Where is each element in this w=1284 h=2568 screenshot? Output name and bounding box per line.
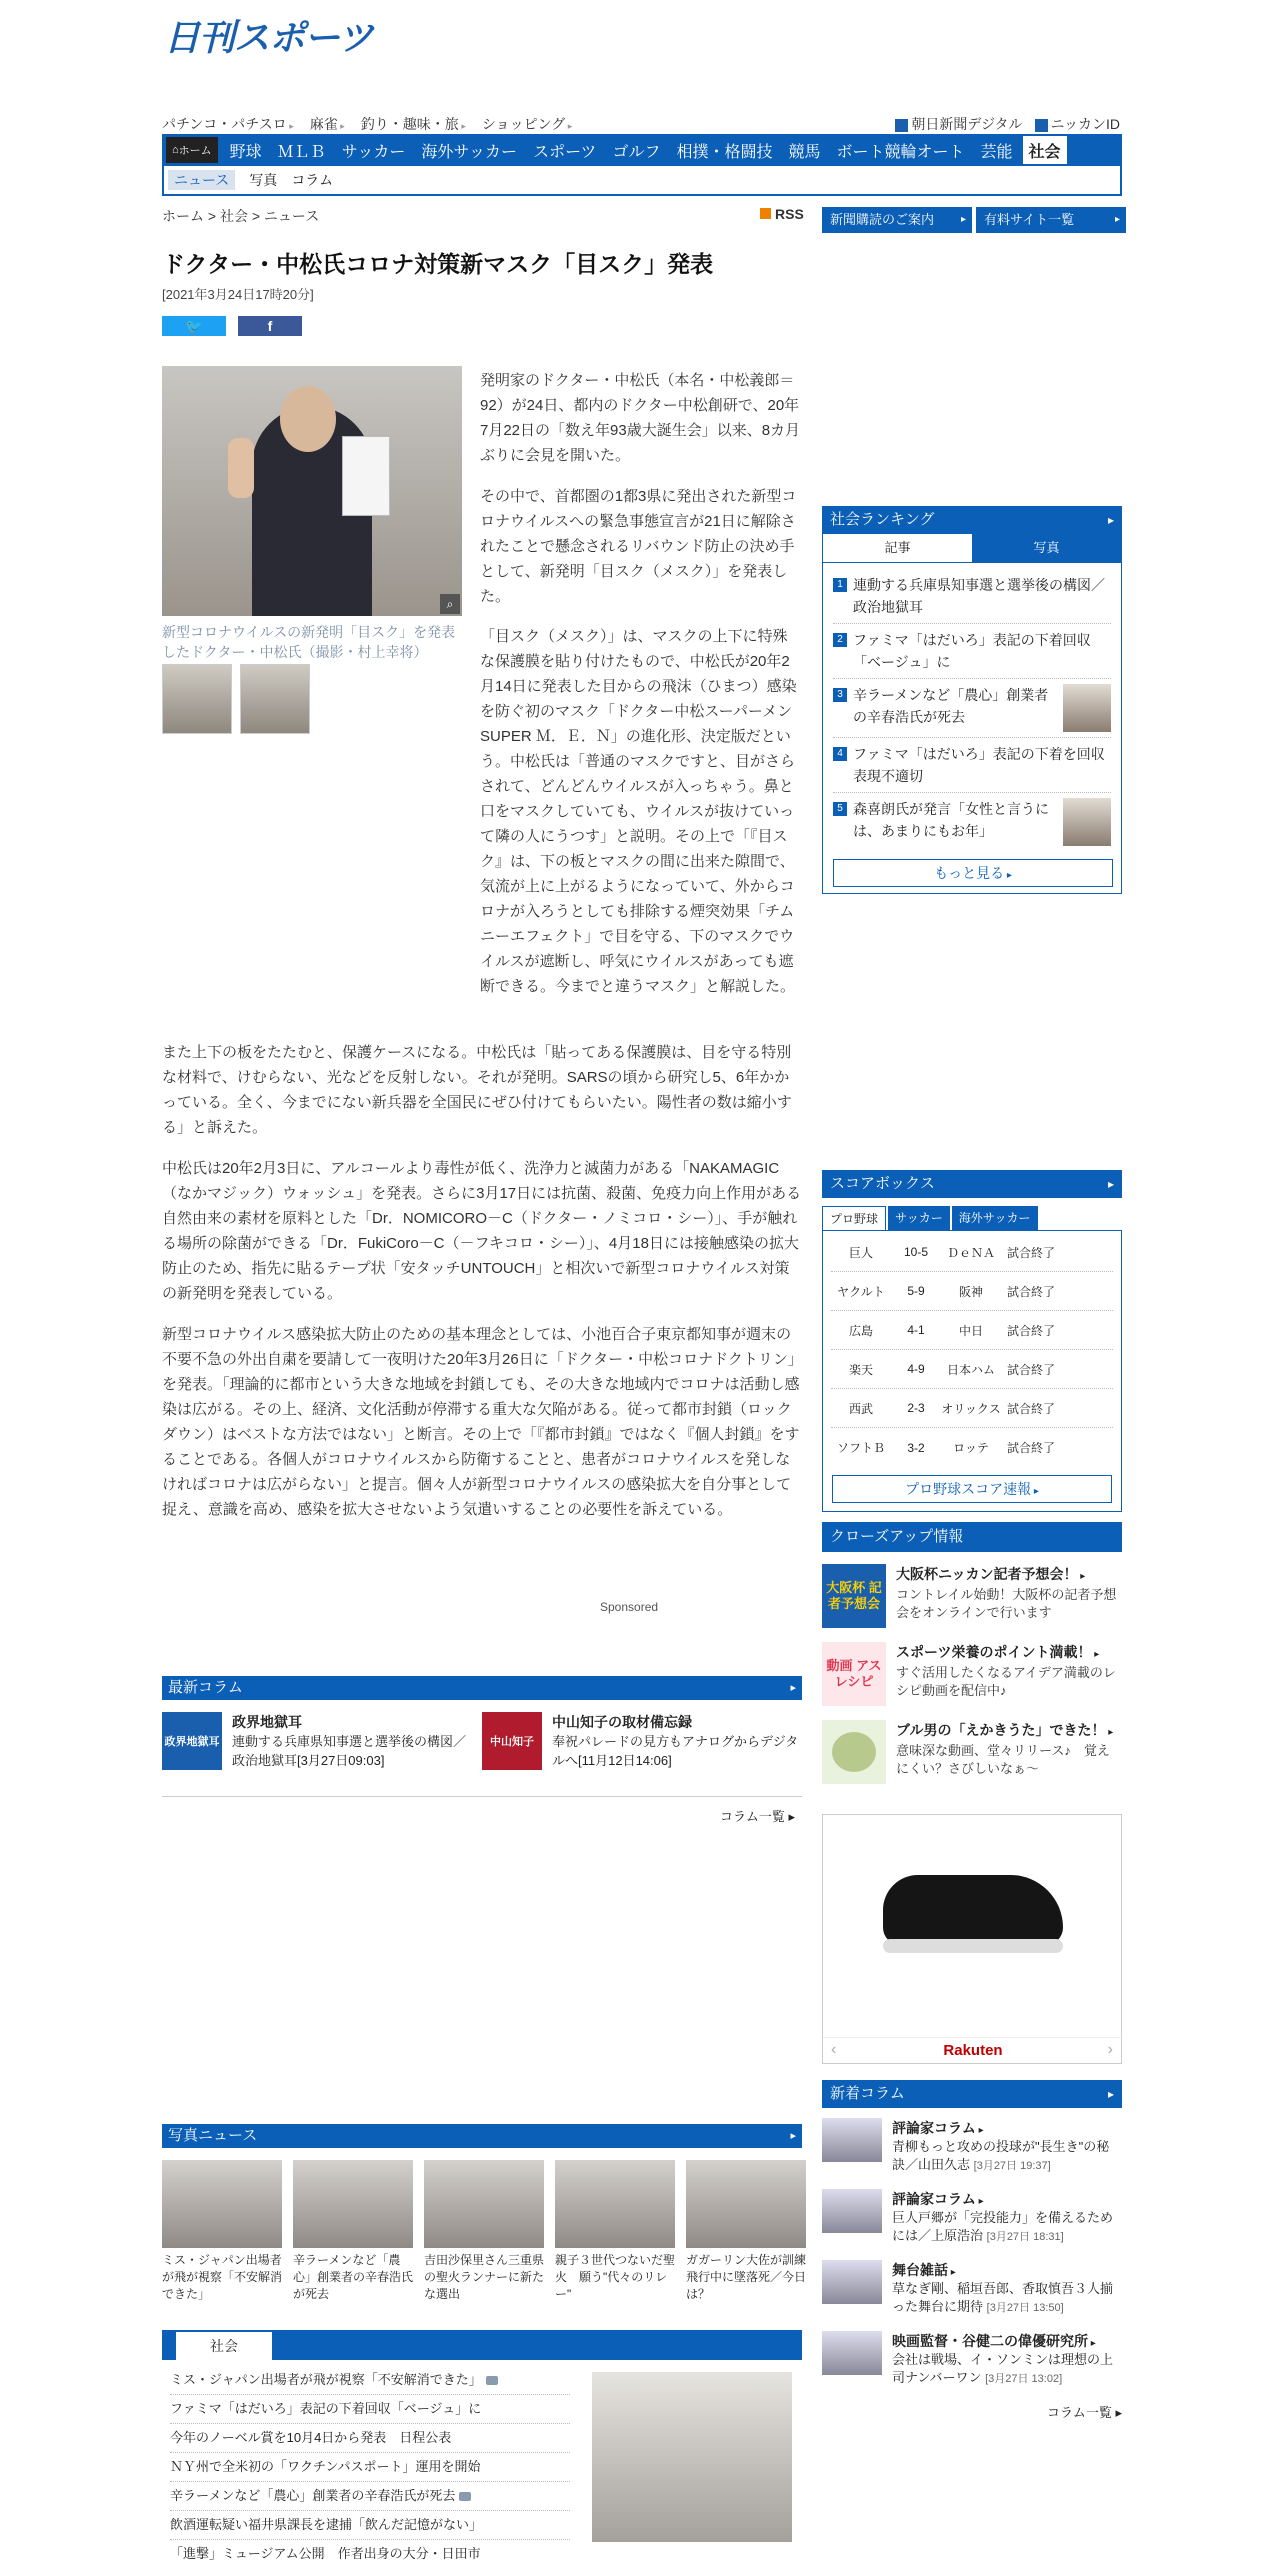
shoe-image	[883, 1875, 1063, 1945]
photo-news-item[interactable]: 吉田沙保里さん三重県の聖火ランナーに新たな選出	[424, 2160, 544, 2303]
sub-navigation	[162, 114, 572, 134]
new-column-item[interactable]: 映画監督・谷健二の偉優研究所 ▸ 会社は戦場、イ・ソンミンは理想の上司ナンバーワン [3月27日 13:02]	[822, 2331, 1122, 2388]
column-thumbnail: 中山知子	[482, 1712, 542, 1770]
photo-news-image	[686, 2160, 806, 2248]
prev-arrow-icon[interactable]: ‹	[831, 2041, 837, 2058]
list-item[interactable]: ＮＹ州で全米初の「ワクチンパスポート」運用を開始	[170, 2453, 570, 2482]
next-arrow-icon[interactable]: ›	[1107, 2041, 1113, 2058]
column-title: 中山知子の取材備忘録	[552, 1714, 692, 1730]
photo-thumbnails	[162, 664, 310, 734]
tab-pro-baseball[interactable]: プロ野球	[822, 1206, 886, 1230]
closeup-item[interactable]: 動画 アスレシピ スポーツ栄養のポイント満載！ ▸ すぐ活用したくなるアイデア満載のレシピ動画を配信中♪	[822, 1642, 1122, 1706]
column-thumbnail	[822, 2331, 882, 2375]
share-buttons	[162, 316, 302, 336]
tab-photos[interactable]: 写真	[972, 534, 1121, 562]
closeup-heading: クローズアップ情報	[822, 1522, 1122, 1552]
column-item[interactable]	[162, 1712, 472, 1770]
home-icon: ⌂	[172, 144, 179, 156]
column-thumbnail	[822, 2189, 882, 2233]
article-date: [2021年3月24日17時20分]	[162, 287, 314, 302]
list-item[interactable]: 「進撃」ミュージアム公開 作者出身の大分・日田市	[170, 2540, 570, 2568]
photo-news-item[interactable]: ガガーリン大佐が訓練飛行中に墜落死／今日は？	[686, 2160, 806, 2303]
new-column-heading[interactable]: 新着コラム ▸	[822, 2080, 1122, 2108]
score-row[interactable]: 巨人 10-5 ＤｅＮＡ 試合終了	[831, 1233, 1113, 1272]
ranking-item[interactable]: 2 ファミマ「はだいろ」表記の下着回収「ベージュ」に	[833, 624, 1111, 679]
column-text: 奉祝パレードの見方もアナログからデジタルへ[11月12日14:06]	[552, 1734, 799, 1768]
ranking-item[interactable]: 4 ファミマ「はだいろ」表記の下着を回収 表現不適切	[833, 738, 1111, 793]
nav-boat[interactable]: ボート競輪オート	[836, 143, 965, 161]
list-item[interactable]: ファミマ「はだいろ」表記の下着回収「ベージュ」に	[170, 2395, 570, 2424]
column-item[interactable]	[482, 1712, 802, 1770]
twitter-share-button[interactable]: 🐦	[162, 316, 226, 336]
photo-news-image	[555, 2160, 675, 2248]
ranking-item[interactable]: 5 森喜朗氏が発言「女性と言うには、あまりにもお年」	[833, 793, 1111, 851]
nav-baseball[interactable]: 野球	[229, 143, 262, 161]
subscribe-button[interactable]: 新聞購読のご案内 ▸	[822, 207, 972, 233]
tab-soccer[interactable]: サッカー	[888, 1206, 950, 1230]
article-paragraph: 「目スク（メスク）」は、マスクの上下に特殊な保護膜を貼り付けたもので、中松氏が20年2月14日に発表した目からの飛沫（ひまつ）感染を防ぐ初のマスク「ドクター中松スーパーメン SUPER Ｍ．Ｅ．Ｎ」の進化形、決定版だという。中松氏は「普通のマスクですと、目がさらされて、どんどんウイルスが入っちゃう。鼻と口をマスクしていても、ウイルスが抜けていって隣の人にうつす」と説明。その上で「『目スク』は、下の板とマスクの間に出来た隙間で、気流が上に上がるようになっていて、外からコロナが入ろうとしても排除する煙突効果「チムニーエフェクト」で目を守る、下のマスクでウイルスが遮断し、呼気にウイルスがあっても遮断できる。今までと違うマスク」と解説した。	[480, 628, 808, 995]
ranking-heading[interactable]: 社会ランキング ▸	[822, 506, 1122, 534]
baseball-score-button[interactable]: プロ野球スコア速報 ▸	[832, 1475, 1112, 1503]
photo-caption: 新型コロナウイルスの新発明「目スク」を発表したドクター・中松氏（撮影・村上幸将）	[162, 624, 456, 660]
photo-news-image	[424, 2160, 544, 2248]
ranking-thumbnail	[1063, 684, 1111, 732]
sponsored-label: Sponsored	[600, 1600, 659, 1614]
tab-society[interactable]: 社会	[176, 2332, 272, 2360]
new-column-item[interactable]: 舞台雑話 ▸ 草なぎ剛、稲垣吾郎、香取慎吾３人揃った舞台に期待 [3月27日 13:50]	[822, 2260, 1122, 2317]
subnav-shopping[interactable]: ショッピング ▸	[482, 114, 572, 134]
ranking-item[interactable]: 3 辛ラーメンなど「農心」創業者の辛春浩氏が死去	[833, 679, 1111, 738]
shopping-ad[interactable]	[822, 1814, 1122, 2064]
subnav-mahjong[interactable]: 麻雀 ▸	[310, 114, 345, 134]
nav-keiba[interactable]: 競馬	[788, 143, 821, 161]
ranking-item[interactable]: 1 連動する兵庫県知事選と選挙後の構図／政治地獄耳	[833, 569, 1111, 624]
scorebox-panel	[822, 1170, 1122, 1512]
nav-geino[interactable]: 芸能	[980, 143, 1013, 161]
nikkan-id-link[interactable]: ニッカンID	[1035, 114, 1120, 134]
subnav-pachinko[interactable]: パチンコ・パチスロ ▸	[162, 114, 294, 134]
ranking-thumbnail	[1063, 798, 1111, 846]
main-photo[interactable]	[162, 366, 462, 616]
column-thumbnail	[822, 2118, 882, 2162]
rakuten-logo: Rakuten	[823, 2037, 1123, 2063]
column-thumbnail	[822, 2260, 882, 2304]
photo-news-list	[162, 2160, 806, 2303]
id-icon	[1035, 119, 1048, 132]
rss-link[interactable]: RSS	[760, 206, 804, 222]
ranking-more-button[interactable]: もっと見る ▸	[833, 859, 1113, 887]
score-row[interactable]: ソフトＢ 3-2 ロッテ 試合終了	[836, 1440, 1055, 1455]
closeup-panel	[822, 1522, 1122, 1798]
article-title: ドクター・中松氏コロナ対策新マスク「目スク」発表	[162, 251, 714, 277]
global-navigation	[162, 134, 1122, 166]
mask-prop	[342, 436, 390, 516]
latest-column-heading: 最新コラム ▸	[162, 1676, 802, 1700]
column-thumbnail: 政界地獄耳	[162, 1712, 222, 1770]
zoom-icon[interactable]: ⌕	[440, 594, 460, 614]
rss-icon	[760, 208, 771, 219]
tab-world-soccer[interactable]: 海外サッカー	[952, 1206, 1038, 1230]
lnav-photo[interactable]: 写真	[249, 172, 278, 188]
bulldog-icon	[822, 1720, 886, 1784]
scorebox-heading[interactable]: スコアボックス ▸	[822, 1170, 1122, 1198]
nav-society[interactable]: 社会	[1023, 136, 1067, 164]
article-paragraph: また上下の板をたたむと、保護ケースになる。中松氏は「貼ってある保護膜は、目を守る特別な材料で、けむらない、光などを反射しない。それが発明。SARSの頃から研究し5、6年かかっている。全く、今までにない新兵器を全国民にぜひ付けてもらいたい。陽性者の数は縮小する」と訴えた。	[162, 1044, 792, 1136]
nav-mlb[interactable]: ＭＬＢ	[277, 143, 326, 161]
photo-news-item[interactable]: 辛ラーメンなど「農心」創業者の辛春浩氏が死去	[293, 2160, 413, 2303]
paid-sites-button[interactable]: 有料サイト一覧 ▸	[976, 207, 1126, 233]
column-text: 連動する兵庫県知事選と選挙後の構図／政治地獄耳[3月27日09:03]	[232, 1734, 467, 1768]
new-column-panel	[822, 2080, 1122, 2421]
ranking-panel	[822, 506, 1122, 894]
article-paragraph: 新型コロナウイルス感染拡大防止のための基本理念としては、小池百合子東京都知事が週末の不要不急の外出自粛を要請して一夜明けた20年3月26日に「ドクター・中松コロナドクトリン」を発表。「理論的に都市という大きな地域を封鎖しても、その大きな地域内でコロナは活動し感染は広がる。その上、経済、文化活動が停滞する重大な欠陥がある。従って都市封鎖（ロックダウン）はベストな方法ではない」と断言。その上で「『都市封鎖』ではなく『個人封鎖』をすることである。各個人がコロナウイルスから防衛することと、患者がコロナウイルスを発しなければコロナは広がらない」と提言。個々人が新型コロナウイルスの感染拡大を自分事として捉え、意識を高め、感染を拡大させないよう気遣いすることの必要性を訴えている。	[162, 1326, 800, 1518]
nav-soccer[interactable]: サッカー	[341, 143, 406, 161]
closeup-item[interactable]: ブル男の「えかきうた」できた！ ▸ 意味深な動画、堂々リリース♪ 覚えにくい？さびしいなぁ～	[822, 1720, 1122, 1784]
article-paragraph: 発明家のドクター・中松氏（本名・中松義郎＝92）が24日、都内のドクター中松創研で、20年7月22日の「数え年93歳大誕生会」以来、8カ月ぶりに会見を開いた。	[480, 372, 801, 464]
nav-sports[interactable]: スポーツ	[533, 143, 597, 161]
site-logo[interactable]: 日刊スポーツ	[164, 18, 373, 59]
asahi-icon	[895, 119, 908, 132]
list-item[interactable]: 今年のノーベル賞を10月4日から発表 日程公表	[170, 2424, 570, 2453]
list-item[interactable]: ミス・ジャパン出場者が飛が視察「不安解消できた」	[170, 2366, 570, 2395]
camera-icon	[459, 2492, 471, 2501]
new-column-item[interactable]: 評論家コラム ▸ 巨人戸郷が「完投能力」を備えるためには／上原浩治 [3月27日 18:31]	[822, 2189, 1122, 2246]
photo-thumbnail[interactable]	[162, 664, 232, 734]
score-row[interactable]: 広島 4-1 中日 試合終了	[831, 1311, 1113, 1350]
nav-sumo[interactable]: 相撲・格闘技	[676, 143, 773, 161]
closeup-thumbnail: 大阪杯 記者予想会	[822, 1564, 886, 1628]
photo-thumbnail[interactable]	[240, 664, 310, 734]
peace-sign-hand	[228, 438, 254, 498]
social-news-list	[170, 2366, 570, 2568]
photo-news-heading: 写真ニュース ▸	[162, 2124, 802, 2148]
person-head	[280, 386, 336, 452]
score-row[interactable]: ヤクルト 5-9 阪神 試合終了	[831, 1272, 1113, 1311]
partner-links	[895, 114, 1120, 134]
subnav-fishing[interactable]: 釣り・趣味・旅 ▸	[361, 114, 466, 134]
lnav-news[interactable]: ニュース	[168, 170, 235, 190]
photo-news-image	[162, 2160, 282, 2248]
photo-news-item[interactable]: 親子３世代つないだ聖火 願う"代々のリレー"	[555, 2160, 675, 2303]
photo-news-image	[293, 2160, 413, 2248]
asahi-link[interactable]: 朝日新聞デジタル	[895, 114, 1022, 134]
social-tab-bar	[162, 2330, 802, 2360]
closeup-item[interactable]: 大阪杯 記者予想会 大阪杯ニッカン記者予想会！ ▸ コントレイル始動！大阪杯の記者予想会をオンラインで行います	[822, 1564, 1122, 1628]
column-list-link[interactable]: コラム一覧 ▸	[720, 1809, 796, 1824]
photo-news-item[interactable]: ミス・ジャパン出場者が飛が視察「不安解消できた」	[162, 2160, 282, 2303]
lnav-column[interactable]: コラム	[291, 172, 334, 188]
shoe-sole	[883, 1939, 1063, 1953]
article-paragraph: その中で、首都圏の1都3県に発出された新型コロナウイルスへの緊急事態宣言が21日に解除されたことで懸念されるリバウンド防止の決め手として、新発明「目スク（メスク）」を発表した。	[480, 488, 797, 605]
new-column-item[interactable]: 評論家コラム ▸ 青柳もっと攻めの投球が"長生き"の秘訣／山田久志 [3月27日 19:37]	[822, 2118, 1122, 2175]
camera-icon	[486, 2376, 498, 2385]
local-navigation	[162, 166, 1122, 196]
tab-articles[interactable]: 記事	[823, 534, 972, 562]
social-feature-photo[interactable]	[592, 2372, 792, 2542]
facebook-share-button[interactable]: f	[238, 316, 302, 336]
closeup-thumbnail: 動画 アスレシピ	[822, 1642, 886, 1706]
nav-golf[interactable]: ゴルフ	[612, 143, 661, 161]
score-row[interactable]: 西武 2-3 オリックス 試合終了	[831, 1389, 1113, 1428]
article-paragraph: 中松氏は20年2月3日に、アルコールより毒性が低く、洗浄力と滅菌力がある「NAKAMAGIC（なかマジック）ウォッシュ」を発表。さらに3月17日には抗菌、殺菌、免疫力向上作用がある自然由来の素材を原料とした「Dr．NOMICORO－C（ドクター・ノミコロ・シー）」、手が触れる場所の除菌ができる「Dr．FukiCoro－C（－フキコロ・シー）」、4月18日には接触感染の拡大防止のため、指先に貼るテープ状「安タッチUNTOUCH」と相次いで新型コロナウイルス対策の新発明を発表している。	[162, 1160, 802, 1302]
list-item[interactable]: 辛ラーメンなど「農心」創業者の辛春浩氏が死去	[170, 2482, 570, 2511]
column-title: 政界地獄耳	[232, 1714, 302, 1730]
nav-home[interactable]: ⌂ ホーム	[166, 137, 218, 163]
breadcrumb[interactable]: ホーム > 社会 > ニュース	[162, 208, 320, 224]
score-row[interactable]: 楽天 4-9 日本ハム 試合終了	[831, 1350, 1113, 1389]
nav-world-soccer[interactable]: 海外サッカー	[421, 143, 518, 161]
list-item[interactable]: 飲酒運転疑い福井県課長を逮捕「飲んだ記憶がない」	[170, 2511, 570, 2540]
new-column-list-link[interactable]: コラム一覧 ▸	[1046, 2405, 1122, 2420]
